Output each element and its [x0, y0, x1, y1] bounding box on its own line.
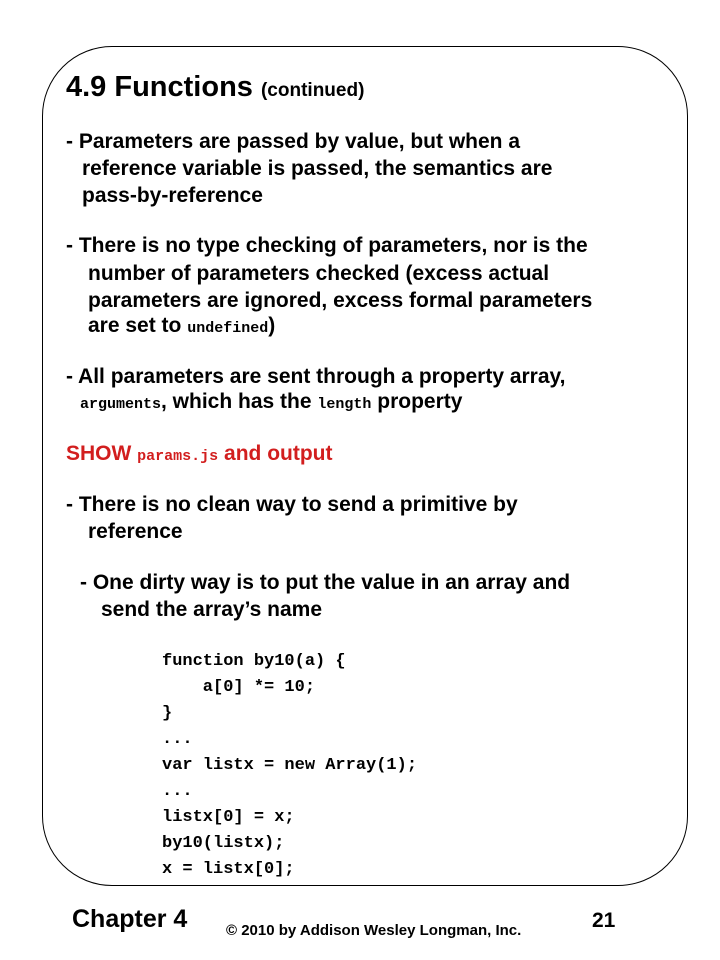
bullet-1-line-1: - Parameters are passed by value, but when a: [66, 130, 521, 153]
bullet-2-line-1: - There is no type checking of parameters, nor is the: [66, 234, 588, 257]
bullet-2-line-3: parameters are ignored, excess formal parameters: [88, 289, 593, 312]
bullet-1-line-3: pass-by-reference: [82, 184, 263, 207]
code-undefined: undefined: [187, 320, 269, 337]
code-line: listx[0] = x;: [162, 808, 295, 827]
code-line: ...: [162, 730, 193, 749]
bullet-3-line-1: - All parameters are sent through a property array,: [66, 365, 566, 388]
bullet-4-line-2: reference: [88, 520, 183, 543]
bullet-2-line-2: number of parameters checked (excess actual: [88, 262, 550, 285]
bullet-1-line-2: reference variable is passed, the semantics are: [82, 157, 553, 180]
bullet-3-line-2-mid: , which has the: [161, 390, 318, 413]
show-demo-line: [66, 441, 333, 470]
code-length: length: [317, 396, 372, 413]
show-label: SHOW: [66, 442, 138, 465]
bullet-2-line-4: [88, 313, 275, 342]
show-post: and output: [218, 442, 333, 465]
bullet-3-line-2-post: property: [371, 390, 463, 413]
code-params-js: params.js: [137, 448, 219, 465]
code-line: var listx = new Array(1);: [162, 756, 418, 775]
slide-title: [66, 70, 364, 108]
bullet-4-line-1: - There is no clean way to send a primitive by: [66, 493, 518, 516]
code-line: function by10(a) {: [162, 652, 346, 671]
bullet-2-line-4-pre: are set to: [88, 314, 188, 337]
bullet-2-line-4-post: ): [268, 314, 276, 337]
title-main: 4.9 Functions: [66, 71, 253, 103]
bullet-5-line-2: send the array’s name: [101, 598, 322, 621]
code-line: by10(listx);: [162, 834, 285, 853]
bullet-5-line-1: - One dirty way is to put the value in an array and: [80, 571, 571, 594]
code-line: a[0] *= 10;: [162, 678, 316, 697]
code-line: }: [162, 704, 173, 723]
footer-copyright: © 2010 by Addison Wesley Longman, Inc.: [226, 922, 522, 939]
title-sub: (continued): [260, 80, 365, 101]
footer-page-number: 21: [592, 909, 616, 932]
code-arguments: arguments: [80, 396, 162, 413]
bullet-3-line-2: [80, 389, 462, 418]
code-line: ...: [162, 782, 193, 801]
footer-chapter: Chapter 4: [72, 905, 188, 933]
code-line: x = listx[0];: [162, 860, 295, 879]
